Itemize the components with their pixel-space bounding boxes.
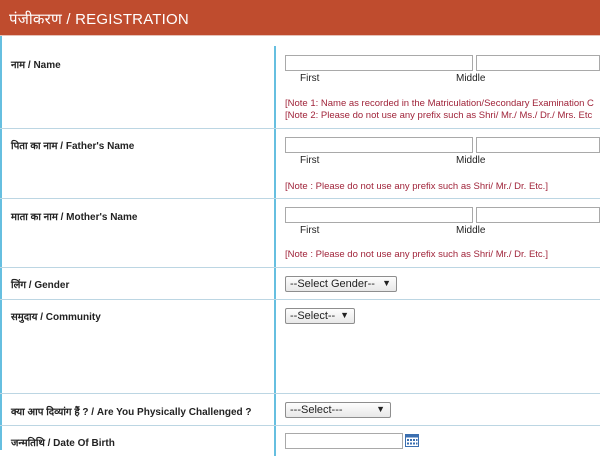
father-name-label: पिता का नाम / Father's Name — [11, 141, 135, 152]
mother-first-caption: First — [300, 225, 320, 236]
gender-select[interactable] — [285, 276, 397, 292]
name-middle-input[interactable] — [476, 55, 600, 71]
name-label: नाम / Name — [11, 60, 61, 71]
column-divider — [274, 268, 276, 299]
registration-form — [0, 35, 600, 451]
dob-label: जन्मतिथि / Date Of Birth — [11, 438, 115, 449]
father-middle-input[interactable] — [476, 137, 600, 153]
father-first-input[interactable] — [285, 137, 473, 153]
mother-middle-input[interactable] — [476, 207, 600, 223]
column-divider — [274, 129, 276, 198]
father-first-caption: First — [300, 155, 320, 166]
calendar-icon[interactable] — [405, 434, 419, 447]
disability-select-value: ---Select--- — [290, 404, 343, 416]
mother-name-row — [0, 199, 600, 268]
disability-select[interactable] — [285, 402, 391, 418]
column-divider — [274, 46, 276, 128]
name-note-1: [Note 1: Name as recorded in the Matriculation/Secondary Examination C — [285, 98, 594, 109]
dob-row — [0, 426, 600, 456]
column-divider — [274, 300, 276, 393]
father-middle-caption: Middle — [456, 155, 486, 166]
gender-select-value: --Select Gender-- — [290, 278, 375, 290]
name-first-caption: First — [300, 73, 320, 84]
page-header — [0, 0, 600, 35]
disability-label: क्या आप दिव्यांग हैं ? / Are You Physically Challenged ? — [11, 407, 252, 418]
community-label: समुदाय / Community — [11, 312, 101, 323]
page-title: पंजीकरण / REGISTRATION — [9, 11, 189, 28]
dob-input[interactable] — [285, 433, 403, 449]
triangle-down-icon: ▼ — [382, 278, 391, 288]
gender-label: लिंग / Gender — [11, 280, 70, 291]
triangle-down-icon: ▼ — [376, 404, 385, 414]
gender-row — [0, 268, 600, 300]
mother-name-label: माता का नाम / Mother's Name — [11, 212, 138, 223]
community-row — [0, 300, 600, 394]
mother-middle-caption: Middle — [456, 225, 486, 236]
father-name-row — [0, 129, 600, 199]
disability-row — [0, 394, 600, 426]
father-note: [Note : Please do not use any prefix such as Shri/ Mr./ Dr. Etc.] — [285, 181, 548, 192]
mother-note: [Note : Please do not use any prefix such as Shri/ Mr./ Dr. Etc.] — [285, 249, 548, 260]
name-row — [0, 46, 600, 129]
name-note-2: [Note 2: Please do not use any prefix such as Shri/ Mr./ Ms./ Dr./ Mrs. Etc — [285, 110, 593, 121]
community-select[interactable] — [285, 308, 355, 324]
column-divider — [274, 199, 276, 267]
triangle-down-icon: ▼ — [340, 310, 349, 320]
name-first-input[interactable] — [285, 55, 473, 71]
column-divider — [274, 426, 276, 456]
mother-first-input[interactable] — [285, 207, 473, 223]
column-divider — [274, 394, 276, 425]
name-middle-caption: Middle — [456, 73, 486, 84]
community-select-value: --Select-- — [290, 310, 336, 322]
